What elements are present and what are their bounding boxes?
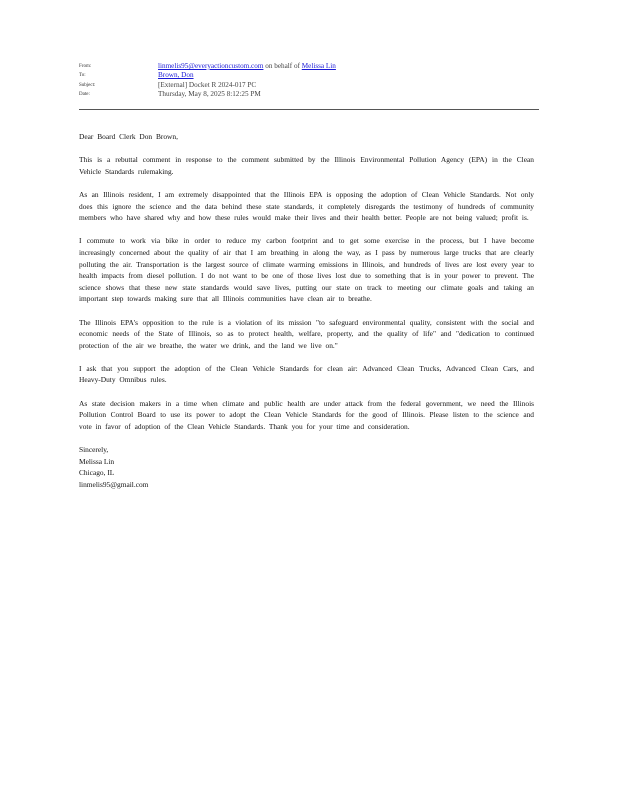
from-value — [158, 62, 336, 71]
paragraph-3: I commute to work via bike in order to reduce my carbon footprint and to get some exercise in the process, but I have become increasingly concerned about the quality of air that I am breathing in along the way, as I pass by numerous large trucks that are clearly polluting the air. Transportation is the largest source of climate warming emissions in Illinois, and hundreds of lives are lost every year to health impacts from diesel pollution. I do not want to be one of those lives lost due to something that is in your power to prevent. The science shows that these new state standards would save lives, putting our state on track to meeting our climate goals and taking an important step towards making sure that all Illinois communities have clean air to breathe. — [79, 236, 534, 304]
date-value: Thursday, May 8, 2025 8:12:25 PM — [158, 90, 261, 99]
date-label: Date: — [79, 92, 90, 98]
paragraph-5: I ask that you support the adoption of the Clean Vehicle Standards for clean air: Advanced Clean Trucks, Advanced Clean Cars, and Heavy-Duty Omnibus rules. — [79, 363, 534, 385]
to-link[interactable]: Brown, Don — [158, 71, 194, 80]
subject-value: [External] Docket R 2024-017 PC — [158, 80, 257, 89]
date-row — [79, 90, 539, 99]
paragraph-6: As state decision makers in a time when climate and public health are under attack from the federal government, we need the Illinois Pollution Control Board to use its power to adopt the Clean Vehicle Standards for the good of Illinois. Please listen to the science and vote in favor of adoption of the Clean Vehicle Standards. Thank you for your time and consideration. — [79, 398, 534, 431]
email-header — [79, 62, 539, 100]
signature-city: Chicago, IL — [79, 468, 115, 478]
from-row — [79, 62, 539, 71]
header-divider — [79, 109, 539, 110]
from-email-link[interactable]: linmelis95@everyactioncustom.com — [158, 62, 264, 70]
signature-email: linmelis95@gmail.com — [79, 479, 149, 489]
paragraph-1: This is a rebuttal comment in response to the comment submitted by the Illinois Environmental Pollution Agency (EPA) in the Clean Vehicle Standards rulemaking. — [79, 155, 534, 176]
closing: Sincerely, — [79, 445, 109, 455]
paragraph-4: The Illinois EPA's opposition to the rule is a violation of its mission "to safeguard environmental quality, consistent with the social and economic needs of the State of Illinois, so as to protect health, welfare, property, and the quality of life" and "dedication to continued protection of the air we breathe, the water we drink, and the land we live on." — [79, 317, 534, 350]
from-label: From: — [79, 64, 92, 69]
to-label: To: — [79, 73, 86, 79]
salutation: Dear Board Clerk Don Brown, — [79, 132, 178, 141]
paragraph-2: As an Illinois resident, I am extremely disappointed that the Illinois EPA is opposing the adoption of Clean Vehicle Standards. Not only does this ignore the science and the data behind these state standards, it completely disregards the testimony of hundreds of community members who have shared why and how these rules would make their lives and their health better. People are not being valued; profit is. — [79, 189, 534, 223]
from-name-link[interactable]: Melissa Lin — [301, 62, 336, 70]
subject-label: Subject: — [79, 82, 96, 88]
to-row — [79, 71, 539, 80]
letter-body — [79, 131, 534, 490]
on-behalf-text: on behalf of — [263, 62, 302, 70]
signature-name: Melissa Lin — [79, 456, 115, 466]
signature-block — [79, 444, 534, 490]
subject-row — [79, 81, 539, 90]
